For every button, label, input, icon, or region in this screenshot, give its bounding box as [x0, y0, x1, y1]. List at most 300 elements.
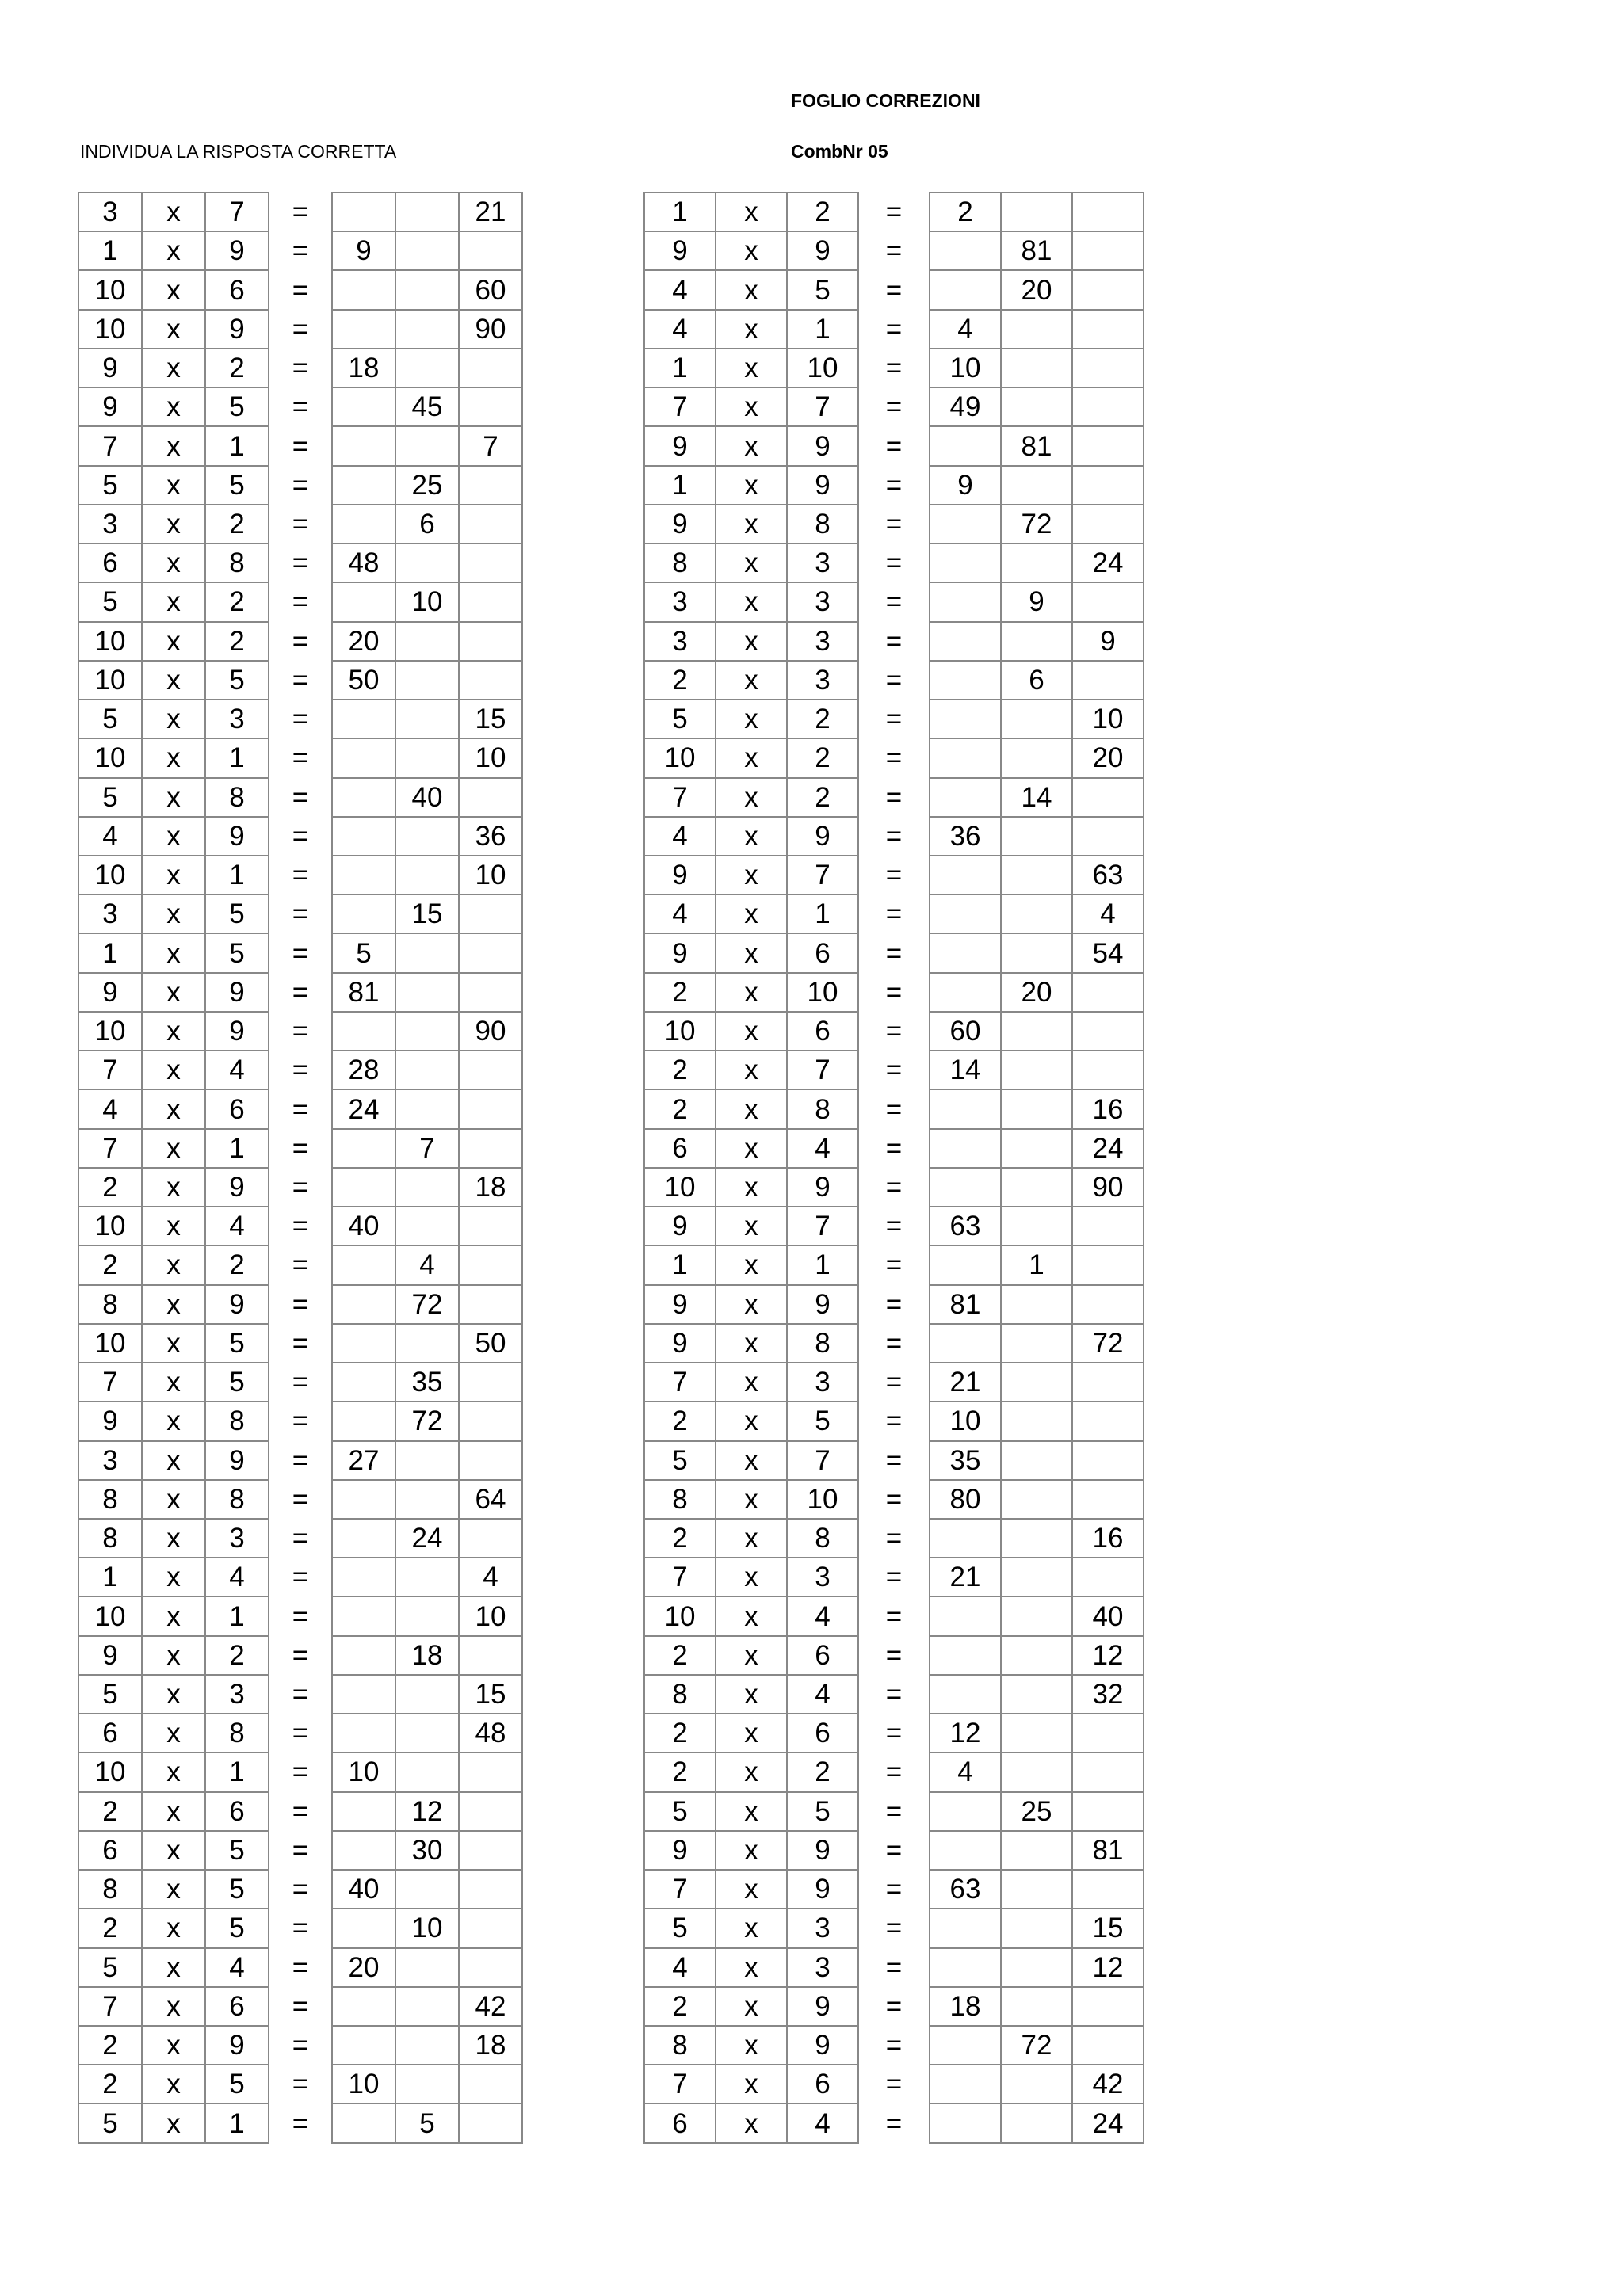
factor-a-cell: 5: [644, 1792, 716, 1831]
table-row: [78, 1558, 522, 1596]
factor-b-cell: 9: [787, 231, 858, 270]
answer-cell-3: [459, 2103, 522, 2142]
factor-b-cell: 4: [787, 2103, 858, 2142]
factor-a-cell: 7: [644, 1558, 716, 1596]
factor-b-cell: 8: [205, 778, 269, 817]
equals-sign-cell: =: [292, 1523, 309, 1554]
answer-cell-1: 4: [930, 310, 1001, 349]
factor-a-cell: 4: [644, 894, 716, 933]
answer-cell-1: [930, 1324, 1001, 1363]
times-sign-cell: x: [716, 193, 787, 231]
answer-cell-2: 45: [395, 387, 459, 426]
instruction-text: INDIVIDUA LA RISPOSTA CORRETTA: [80, 141, 397, 162]
table-row: [644, 1987, 1144, 2026]
equals-sign-cell: =: [292, 1639, 309, 1671]
factor-b-cell: 4: [787, 1596, 858, 1635]
table-row: [644, 661, 1144, 700]
equals-sign-cell: =: [292, 1288, 309, 1320]
factor-a-cell: 5: [78, 466, 142, 505]
factor-b-cell: 8: [205, 1480, 269, 1519]
answer-cell-1: 10: [930, 349, 1001, 387]
answer-cell-3: 42: [459, 1987, 522, 2026]
factor-b-cell: 1: [205, 856, 269, 894]
answer-cell-1: 10: [930, 1402, 1001, 1440]
times-sign-cell: x: [716, 778, 787, 817]
answer-cell-3: 15: [459, 700, 522, 738]
factor-b-cell: 3: [787, 622, 858, 661]
answer-cell-1: [930, 661, 1001, 700]
factor-a-cell: 2: [644, 1714, 716, 1753]
table-row: [644, 1558, 1144, 1596]
equals-sign-cell: =: [292, 235, 309, 267]
answer-cell-1: 10: [332, 2065, 395, 2103]
answer-cell-3: 72: [1072, 1324, 1144, 1363]
factor-b-cell: 3: [205, 700, 269, 738]
answer-cell-1: [930, 505, 1001, 543]
factor-b-cell: 7: [787, 856, 858, 894]
table-row: [644, 1012, 1144, 1051]
factor-b-cell: 6: [787, 2065, 858, 2103]
times-sign-cell: x: [142, 1285, 205, 1324]
answer-cell-2: [1001, 622, 1072, 661]
answer-cell-2: 30: [395, 1831, 459, 1870]
table-row: [78, 1948, 522, 1987]
factor-a-cell: 9: [644, 856, 716, 894]
answer-cell-2: [1001, 2065, 1072, 2103]
factor-b-cell: 2: [787, 778, 858, 817]
answer-cell-3: [1072, 349, 1144, 387]
answer-cell-1: [930, 700, 1001, 738]
factor-a-cell: 2: [78, 1168, 142, 1207]
table-row: [78, 1285, 522, 1324]
table-row: [78, 1714, 522, 1753]
factor-a-cell: 4: [644, 310, 716, 349]
factor-b-cell: 9: [787, 1870, 858, 1909]
equals-sign-cell: =: [885, 742, 903, 774]
table-row: [644, 856, 1144, 894]
answer-cell-1: [332, 2026, 395, 2065]
factor-b-cell: 9: [205, 973, 269, 1012]
times-sign-cell: x: [716, 2026, 787, 2065]
answer-cell-2: [395, 231, 459, 270]
answer-cell-1: [930, 1519, 1001, 1558]
factor-a-cell: 2: [644, 1051, 716, 1089]
equals-sign-cell: =: [292, 1055, 309, 1086]
times-sign-cell: x: [716, 973, 787, 1012]
answer-cell-2: 72: [395, 1285, 459, 1324]
answer-cell-1: [930, 1909, 1001, 1947]
table-row: [78, 1245, 522, 1284]
table-row: [644, 1089, 1144, 1128]
factor-b-cell: 9: [787, 1168, 858, 1207]
factor-b-cell: 3: [205, 1675, 269, 1714]
equals-sign-cell: =: [885, 1093, 903, 1125]
answer-cell-2: 9: [1001, 582, 1072, 621]
table-row: [78, 1441, 522, 1480]
table-row: [78, 1987, 522, 2026]
answer-cell-2: [1001, 1480, 1072, 1519]
times-sign-cell: x: [716, 1324, 787, 1363]
answer-cell-2: [1001, 1441, 1072, 1480]
factor-a-cell: 2: [644, 1402, 716, 1440]
table-row: [78, 1324, 522, 1363]
times-sign-cell: x: [142, 1558, 205, 1596]
table-row: [78, 2065, 522, 2103]
factor-b-cell: 9: [205, 1441, 269, 1480]
factor-a-cell: 10: [78, 270, 142, 309]
equals-sign-cell: =: [885, 898, 903, 930]
times-sign-cell: x: [716, 1245, 787, 1284]
times-sign-cell: x: [142, 894, 205, 933]
times-sign-cell: x: [716, 1636, 787, 1675]
answer-cell-3: 16: [1072, 1089, 1144, 1128]
answer-cell-1: [332, 1558, 395, 1596]
factor-a-cell: 9: [644, 505, 716, 543]
factor-b-cell: 10: [787, 349, 858, 387]
equals-sign-cell: =: [885, 1444, 903, 1476]
answer-cell-2: 72: [1001, 2026, 1072, 2065]
equals-sign-cell: =: [885, 586, 903, 618]
factor-a-cell: 9: [644, 231, 716, 270]
table-row: [78, 1831, 522, 1870]
equals-sign-cell: =: [885, 1523, 903, 1554]
answer-cell-2: 4: [395, 1245, 459, 1284]
answer-cell-1: [332, 426, 395, 465]
factor-a-cell: 9: [78, 973, 142, 1012]
factor-a-cell: 4: [644, 270, 716, 309]
answer-cell-2: 81: [1001, 426, 1072, 465]
factor-a-cell: 9: [78, 387, 142, 426]
answer-cell-1: [930, 1245, 1001, 1284]
factor-a-cell: 6: [78, 1714, 142, 1753]
table-row: [644, 1753, 1144, 1791]
answer-cell-1: [332, 1675, 395, 1714]
answer-cell-2: [1001, 1636, 1072, 1675]
factor-a-cell: 8: [78, 1519, 142, 1558]
answer-cell-2: [395, 1480, 459, 1519]
times-sign-cell: x: [142, 582, 205, 621]
answer-cell-2: [1001, 1558, 1072, 1596]
factor-a-cell: 1: [644, 349, 716, 387]
answer-cell-2: [1001, 1363, 1072, 1402]
equals-sign-cell: =: [292, 313, 309, 345]
factor-b-cell: 6: [787, 933, 858, 972]
answer-cell-2: 35: [395, 1363, 459, 1402]
equals-sign-cell: =: [292, 353, 309, 384]
table-row: [78, 1051, 522, 1089]
factor-b-cell: 6: [205, 1089, 269, 1128]
equals-sign-cell: =: [292, 508, 309, 540]
factor-a-cell: 2: [644, 1089, 716, 1128]
answer-cell-1: 49: [930, 387, 1001, 426]
factor-b-cell: 2: [205, 1245, 269, 1284]
factor-a-cell: 7: [78, 1987, 142, 2026]
answer-cell-3: [459, 582, 522, 621]
answer-cell-1: [332, 1596, 395, 1635]
equals-sign-cell: =: [292, 1562, 309, 1593]
times-sign-cell: x: [142, 1636, 205, 1675]
factor-b-cell: 9: [787, 817, 858, 856]
factor-a-cell: 10: [78, 738, 142, 777]
equals-sign-cell: =: [885, 508, 903, 540]
answer-cell-2: [395, 543, 459, 582]
answer-cell-1: [332, 1129, 395, 1168]
answer-cell-2: [1001, 1519, 1072, 1558]
equals-sign-cell: =: [885, 820, 903, 852]
factor-a-cell: 2: [644, 1636, 716, 1675]
table-row: [78, 1363, 522, 1402]
factor-b-cell: 9: [787, 426, 858, 465]
equals-sign-cell: =: [292, 1211, 309, 1242]
table-row: [78, 778, 522, 817]
times-sign-cell: x: [716, 894, 787, 933]
factor-a-cell: 3: [644, 582, 716, 621]
times-sign-cell: x: [142, 700, 205, 738]
answer-cell-3: [1072, 778, 1144, 817]
factor-a-cell: 10: [644, 1596, 716, 1635]
equals-sign-cell: =: [292, 1405, 309, 1437]
answer-cell-3: [459, 1636, 522, 1675]
factor-b-cell: 5: [205, 1870, 269, 1909]
equals-sign-cell: =: [885, 1874, 903, 1905]
times-sign-cell: x: [716, 505, 787, 543]
answer-cell-3: 12: [1072, 1636, 1144, 1675]
answer-cell-2: [1001, 700, 1072, 738]
answer-cell-3: [459, 1753, 522, 1791]
table-row: [644, 778, 1144, 817]
answer-cell-3: 20: [1072, 738, 1144, 777]
times-sign-cell: x: [716, 1831, 787, 1870]
answer-cell-1: [332, 1480, 395, 1519]
answer-cell-2: [395, 1207, 459, 1245]
equals-sign-cell: =: [885, 1327, 903, 1359]
answer-cell-3: [1072, 1012, 1144, 1051]
answer-cell-3: [1072, 505, 1144, 543]
answer-cell-1: [930, 1948, 1001, 1987]
equals-sign-cell: =: [292, 1718, 309, 1749]
answer-cell-1: [930, 1596, 1001, 1635]
factor-b-cell: 5: [787, 270, 858, 309]
times-sign-cell: x: [716, 1948, 787, 1987]
answer-cell-2: [395, 1753, 459, 1791]
answer-cell-3: [1072, 1792, 1144, 1831]
answer-cell-2: [1001, 1402, 1072, 1440]
times-sign-cell: x: [142, 1596, 205, 1635]
table-row: [644, 1207, 1144, 1245]
table-row: [644, 622, 1144, 661]
times-sign-cell: x: [142, 1441, 205, 1480]
times-sign-cell: x: [716, 661, 787, 700]
answer-cell-3: [459, 1245, 522, 1284]
answer-cell-1: [332, 1285, 395, 1324]
factor-a-cell: 5: [78, 700, 142, 738]
table-row: [644, 1245, 1144, 1284]
answer-cell-1: [930, 2065, 1001, 2103]
answer-cell-3: 4: [1072, 894, 1144, 933]
answer-cell-3: [459, 1831, 522, 1870]
table-row: [644, 2103, 1144, 2142]
answer-cell-3: [459, 1948, 522, 1987]
table-row: [78, 661, 522, 700]
answer-cell-1: [332, 1636, 395, 1675]
multiplication-table-right: [643, 192, 1144, 2144]
answer-cell-1: [332, 310, 395, 349]
answer-cell-1: 20: [332, 622, 395, 661]
page-title: FOGLIO CORREZIONI: [791, 90, 980, 111]
times-sign-cell: x: [716, 270, 787, 309]
times-sign-cell: x: [716, 2103, 787, 2142]
factor-a-cell: 9: [644, 1207, 716, 1245]
answer-cell-3: 7: [459, 426, 522, 465]
times-sign-cell: x: [142, 1792, 205, 1831]
factor-b-cell: 3: [787, 543, 858, 582]
table-row: [644, 933, 1144, 972]
table-row: [78, 1012, 522, 1051]
answer-cell-2: 25: [1001, 1792, 1072, 1831]
factor-a-cell: 5: [644, 700, 716, 738]
answer-cell-2: 12: [395, 1792, 459, 1831]
answer-cell-3: [1072, 582, 1144, 621]
answer-cell-1: [332, 505, 395, 543]
factor-b-cell: 8: [205, 543, 269, 582]
factor-a-cell: 2: [644, 1519, 716, 1558]
factor-b-cell: 5: [205, 1831, 269, 1870]
answer-cell-1: 14: [930, 1051, 1001, 1089]
factor-b-cell: 1: [787, 894, 858, 933]
answer-cell-1: [332, 856, 395, 894]
multiplication-table-left: [78, 192, 523, 2144]
factor-b-cell: 9: [787, 2026, 858, 2065]
factor-a-cell: 6: [644, 1129, 716, 1168]
factor-a-cell: 5: [78, 2103, 142, 2142]
equals-sign-cell: =: [292, 625, 309, 657]
answer-cell-3: [1072, 1051, 1144, 1089]
answer-cell-3: [1072, 231, 1144, 270]
factor-b-cell: 5: [205, 933, 269, 972]
factor-a-cell: 9: [644, 1324, 716, 1363]
table-row: [78, 856, 522, 894]
answer-cell-3: 42: [1072, 2065, 1144, 2103]
answer-cell-3: [1072, 387, 1144, 426]
times-sign-cell: x: [142, 1831, 205, 1870]
answer-cell-2: 10: [395, 582, 459, 621]
table-row: [78, 738, 522, 777]
equals-sign-cell: =: [292, 1327, 309, 1359]
equals-sign-cell: =: [885, 781, 903, 813]
answer-cell-3: 10: [459, 856, 522, 894]
equals-sign-cell: =: [292, 664, 309, 696]
equals-sign-cell: =: [292, 1016, 309, 1047]
answer-cell-2: [1001, 894, 1072, 933]
times-sign-cell: x: [142, 1870, 205, 1909]
answer-cell-3: [1072, 1285, 1144, 1324]
times-sign-cell: x: [142, 1480, 205, 1519]
times-sign-cell: x: [716, 1596, 787, 1635]
equals-sign-cell: =: [292, 1367, 309, 1398]
answer-cell-3: [459, 387, 522, 426]
times-sign-cell: x: [716, 1909, 787, 1947]
table-row: [78, 1596, 522, 1635]
answer-cell-2: [1001, 1012, 1072, 1051]
equals-sign-cell: =: [885, 1913, 903, 1944]
factor-b-cell: 5: [205, 387, 269, 426]
answer-cell-3: [1072, 1245, 1144, 1284]
answer-cell-3: [459, 231, 522, 270]
times-sign-cell: x: [716, 1714, 787, 1753]
answer-cell-1: [332, 1909, 395, 1947]
times-sign-cell: x: [716, 817, 787, 856]
answer-cell-2: [1001, 1753, 1072, 1791]
answer-cell-3: [459, 2065, 522, 2103]
answer-cell-1: [930, 231, 1001, 270]
factor-a-cell: 6: [78, 1831, 142, 1870]
equals-sign-cell: =: [292, 274, 309, 306]
answer-cell-2: 6: [1001, 661, 1072, 700]
table-row: [644, 973, 1144, 1012]
factor-b-cell: 7: [787, 387, 858, 426]
times-sign-cell: x: [142, 817, 205, 856]
answer-cell-1: [930, 856, 1001, 894]
times-sign-cell: x: [142, 193, 205, 231]
answer-cell-3: 9: [1072, 622, 1144, 661]
answer-cell-3: [1072, 1402, 1144, 1440]
equals-sign-cell: =: [292, 2069, 309, 2100]
answer-cell-2: [1001, 1207, 1072, 1245]
factor-a-cell: 7: [644, 387, 716, 426]
factor-b-cell: 5: [205, 1909, 269, 1947]
answer-cell-2: [1001, 1596, 1072, 1635]
factor-a-cell: 10: [78, 1324, 142, 1363]
equals-sign-cell: =: [885, 1132, 903, 1164]
factor-a-cell: 10: [78, 1207, 142, 1245]
answer-cell-2: [1001, 1324, 1072, 1363]
answer-cell-2: [395, 1558, 459, 1596]
answer-cell-1: [332, 700, 395, 738]
factor-b-cell: 2: [205, 1636, 269, 1675]
factor-a-cell: 10: [78, 661, 142, 700]
factor-a-cell: 7: [78, 1129, 142, 1168]
table-row: [78, 466, 522, 505]
answer-cell-2: 20: [1001, 270, 1072, 309]
equals-sign-cell: =: [292, 1093, 309, 1125]
answer-cell-3: 32: [1072, 1675, 1144, 1714]
times-sign-cell: x: [716, 543, 787, 582]
factor-b-cell: 6: [787, 1012, 858, 1051]
table-row: [644, 426, 1144, 465]
factor-b-cell: 5: [787, 1402, 858, 1440]
answer-cell-3: 90: [1072, 1168, 1144, 1207]
factor-b-cell: 1: [205, 1129, 269, 1168]
answer-cell-2: [1001, 1089, 1072, 1128]
answer-cell-3: 21: [459, 193, 522, 231]
factor-a-cell: 1: [78, 231, 142, 270]
answer-cell-2: [395, 1168, 459, 1207]
factor-b-cell: 1: [787, 1245, 858, 1284]
factor-a-cell: 8: [644, 2026, 716, 2065]
answer-cell-1: [332, 1402, 395, 1440]
times-sign-cell: x: [142, 310, 205, 349]
factor-b-cell: 4: [205, 1558, 269, 1596]
answer-cell-1: [930, 1168, 1001, 1207]
answer-cell-3: [459, 1129, 522, 1168]
equals-sign-cell: =: [292, 430, 309, 462]
answer-cell-3: [1072, 1987, 1144, 2026]
answer-cell-3: 15: [459, 1675, 522, 1714]
table-row: [78, 582, 522, 621]
factor-a-cell: 1: [644, 1245, 716, 1284]
factor-b-cell: 5: [787, 1792, 858, 1831]
answer-cell-2: 81: [1001, 231, 1072, 270]
